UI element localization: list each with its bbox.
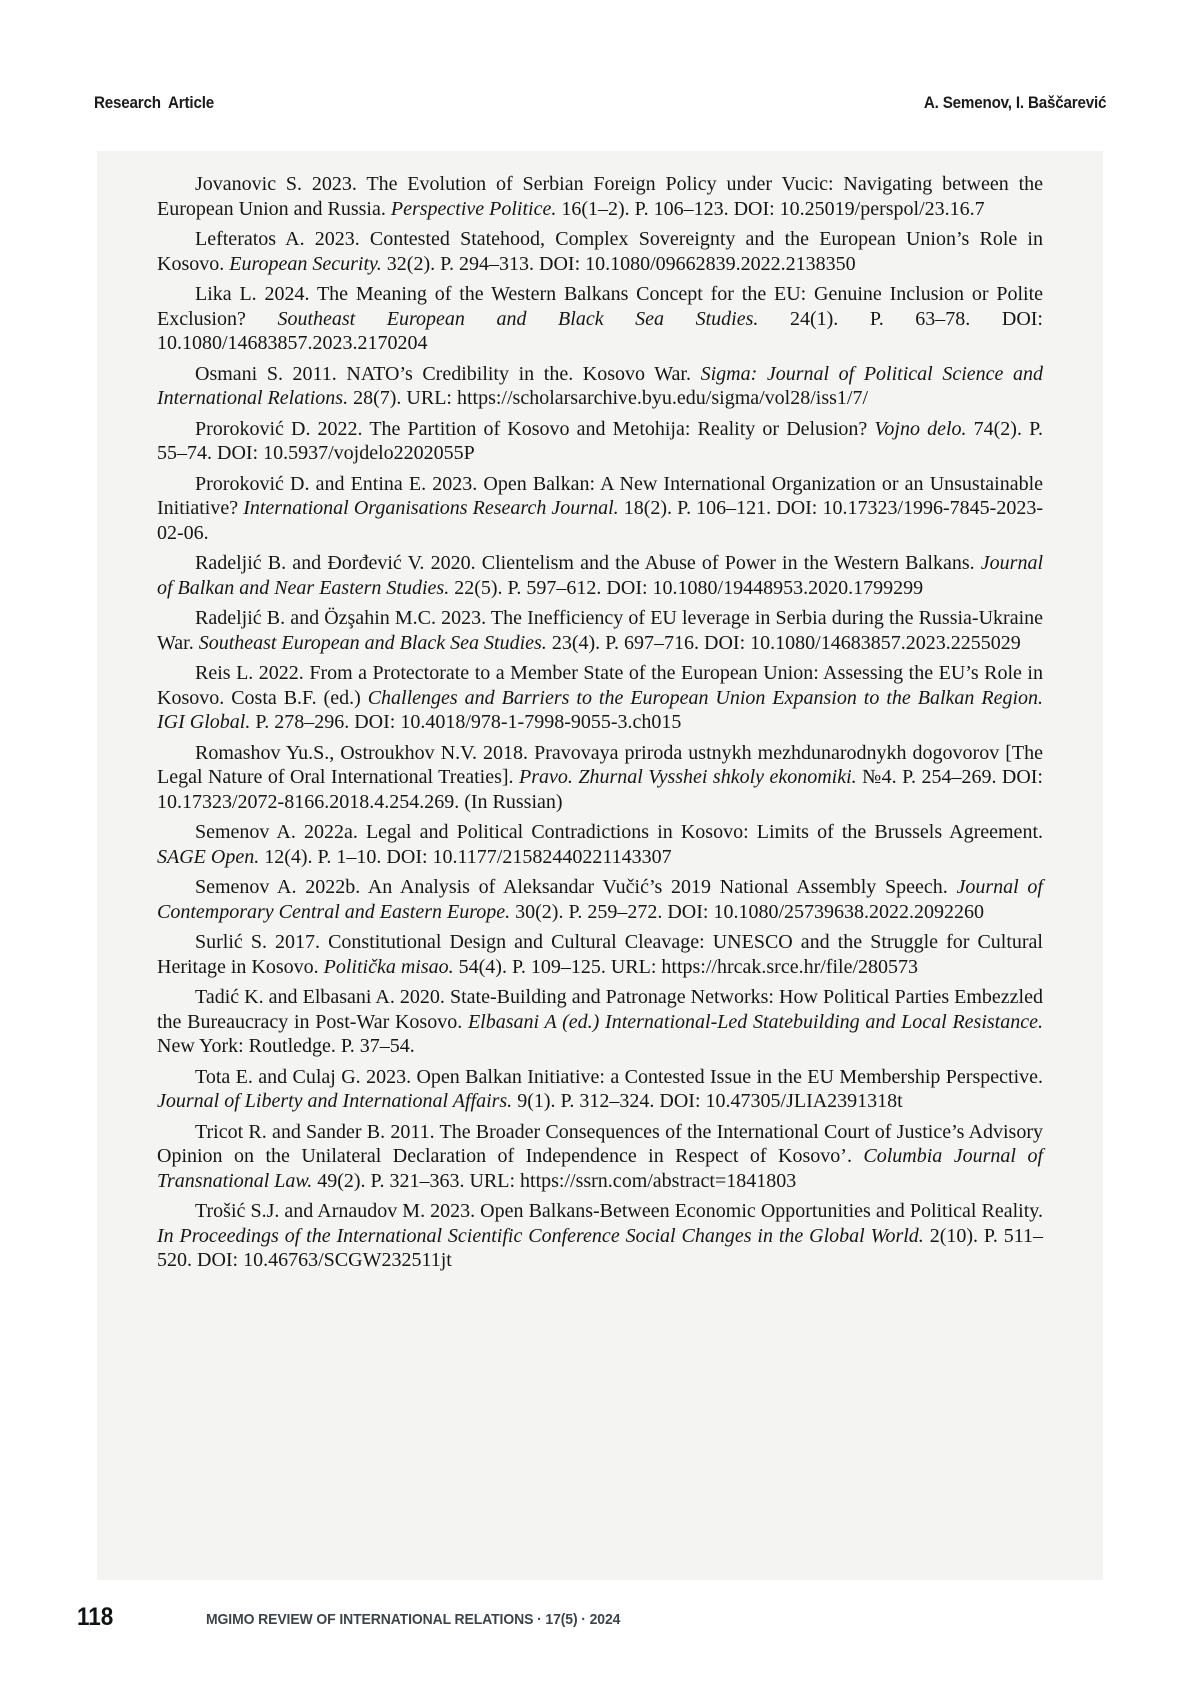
reference-text-segment: 28(7). URL: https://scholarsarchive.byu.edu/sigma/vol28/iss1/7/ [348,387,869,409]
reference-text-segment: 74(2). P. 55–74. DOI: 10.5937/vojdelo2202055P [157,417,1043,464]
reference-text-segment: Columbia Journal of Transnational Law. [157,1145,1043,1192]
reference-entry [157,930,1043,979]
reference-entry [157,551,1043,600]
reference-text-segment: Tota E. and Culaj G. 2023. Open Balkan Initiative: a Contested Issue in the EU Membership Perspective. [195,1065,1043,1088]
references-list [157,172,1043,1279]
page-number: 118 [77,1603,114,1631]
reference-text-segment: P. 278–296. DOI: 10.4018/978-1-7998-9055-3.ch015 [250,711,682,733]
reference-entry [157,1120,1043,1194]
reference-entry [157,1199,1043,1273]
reference-text-segment: 2(10). P. 511–520. DOI: 10.46763/SCGW232511jt [157,1224,1044,1271]
reference-text-segment: European Security. [229,252,382,275]
reference-text-segment: 9(1). P. 312–324. DOI: 10.47305/JLIA2391318t [512,1090,903,1112]
reference-text-segment: Challenges and Barriers to the European Union Expansion to the Balkan Region. IGI Global. [157,686,1043,733]
reference-text-segment: №4. P. 254–269. DOI: 10.17323/2072-8166.2018.4.254.269. (In Russian) [157,766,1043,813]
reference-text-segment: 32(2). P. 294–313. DOI: 10.1080/09662839.2022.2138350 [381,252,856,275]
reference-text-segment: Sigma: Journal of Political Science and International Relations. [157,362,1043,409]
reference-text-segment: 54(4). P. 109–125. URL: https://hrcak.srce.hr/file/280573 [453,955,919,978]
reference-entry [157,417,1043,466]
reference-text-segment: Southeast European and Black Sea Studies. [277,307,759,330]
reference-text-segment: Radeljić B. and Özşahin M.C. 2023. The Inefficiency of EU leverage in Serbia during the Russia-Ukraine War. [157,607,1043,654]
reference-entry [157,227,1043,276]
reference-text-segment: Elbasani A (ed.) International-Led Statebuilding and Local Resistance. [467,1010,1043,1033]
reference-text-segment: Tricot R. and Sander B. 2011. The Broader Consequences of the International Court of Justice’s Advisory Opinion on the Unilateral Declaration of Independence in Respect of Kosovo’. [157,1120,1043,1167]
running-header [94,94,1106,116]
reference-entry [157,1065,1043,1114]
reference-text-segment: Perspective Politice. [390,197,557,220]
reference-text-segment: Trošić S.J. and Arnaudov M. 2023. Open Balkans-Between Economic Opportunities and Political Reality. [195,1200,1043,1222]
reference-text-segment: Vojno delo. [874,417,967,440]
reference-text-segment: 18(2). P. 106–121. DOI: 10.17323/1996-7845-2023-02-06. [157,497,1044,544]
reference-text-segment: Osmani S. 2011. NATO’s Credibility in the. Kosovo War. [195,362,701,385]
reference-entry [157,172,1043,221]
reference-text-segment: Reis L. 2022. From a Protectorate to a Member State of the European Union: Assessing the EU’s Role in Kosovo. Costa B.F. (ed.) [157,662,1043,709]
authors-label: A. Semenov, I. Baščarević [923,94,1106,112]
reference-entry [157,606,1043,655]
reference-entry [157,820,1043,869]
reference-entry [157,362,1043,411]
reference-text-segment: Lika L. 2024. The Meaning of the Western Balkans Concept for the EU: Genuine Inclusion or Polite Exclusion? [157,283,1043,330]
reference-text-segment: Southeast European and Black Sea Studies. [198,631,547,654]
reference-text-segment: Journal of Balkan and Near Eastern Studies. [157,552,1043,599]
reference-text-segment: International Organisations Research Journal. [243,497,619,519]
reference-text-segment: Tadić K. and Elbasani A. 2020. State-Building and Patronage Networks: How Political Parties Embezzled the Bureaucracy in Post-War Kosovo. [157,986,1043,1033]
reference-text-segment: In Proceedings of the International Scientific Conference Social Changes in the Global World. [157,1224,924,1247]
reference-text-segment: Jovanovic S. 2023. The Evolution of Serbian Foreign Policy under Vucic: Navigating between the European Union and Russia. [157,173,1043,220]
reference-text-segment: Politička misao. [323,955,454,978]
reference-entry [157,985,1043,1059]
reference-entry [157,472,1043,546]
reference-text-segment: 12(4). P. 1–10. DOI: 10.1177/21582440221143307 [259,845,672,868]
reference-text-segment: Lefteratos A. 2023. Contested Statehood, Complex Sovereignty and the European Union’s Role in Kosovo. [157,228,1043,275]
reference-text-segment: Radeljić B. and Đorđević V. 2020. Clientelism and the Abuse of Power in the Western Balkans. [195,552,981,574]
reference-entry [157,661,1043,735]
reference-text-segment: Semenov A. 2022b. An Analysis of Aleksandar Vučić’s 2019 National Assembly Speech. [195,876,957,898]
reference-entry [157,875,1043,924]
reference-entry [157,741,1043,815]
reference-text-segment: 24(1). P. 63–78. DOI: 10.1080/14683857.2023.2170204 [157,307,1043,354]
reference-text-segment: 16(1–2). P. 106–123. DOI: 10.25019/perspol/23.16.7 [556,197,985,220]
reference-text-segment: 23(4). P. 697–716. DOI: 10.1080/14683857.2023.2255029 [546,631,1021,654]
reference-entry [157,282,1043,356]
reference-text-segment: Journal of Contemporary Central and Eastern Europe. [157,876,1043,923]
reference-text-segment: 22(5). P. 597–612. DOI: 10.1080/19448953.2020.1799299 [449,576,924,599]
reference-text-segment: Romashov Yu.S., Ostroukhov N.V. 2018. Pravovaya priroda ustnykh mezhdunarodnykh dogovorov [The Legal Nature of Oral International Treaties]. [157,741,1043,788]
reference-text-segment: New York: Routledge. P. 37–54. [157,1035,415,1057]
reference-text-segment: Surlić S. 2017. Constitutional Design and Cultural Cleavage: UNESCO and the Struggle for Cultural Heritage in Kosovo. [157,931,1043,978]
reference-text-segment: 30(2). P. 259–272. DOI: 10.1080/25739638.2022.2092260 [510,900,985,923]
reference-text-segment: 49(2). P. 321–363. URL: https://ssrn.com/abstract=1841803 [312,1169,797,1192]
reference-text-segment: Semenov A. 2022a. Legal and Political Contradictions in Kosovo: Limits of the Brussels Agreement. [195,821,1043,843]
reference-text-segment: Proroković D. 2022. The Partition of Kosovo and Metohija: Reality or Delusion? [195,417,875,440]
reference-text-segment: SAGE Open. [157,845,260,868]
references-panel [97,151,1103,1580]
reference-text-segment: Journal of Liberty and International Affairs. [157,1090,513,1112]
reference-text-segment: Pravo. Zhurnal Vysshei shkoly ekonomiki. [519,766,857,788]
article-type-label: Research Article [94,94,215,112]
journal-footer: MGIMO REVIEW OF INTERNATIONAL RELATIONS · 17(5) · 2024 [206,1611,621,1628]
reference-text-segment: Proroković D. and Entina E. 2023. Open Balkan: A New International Organization or an Unsustainable Initiative? [157,472,1043,519]
